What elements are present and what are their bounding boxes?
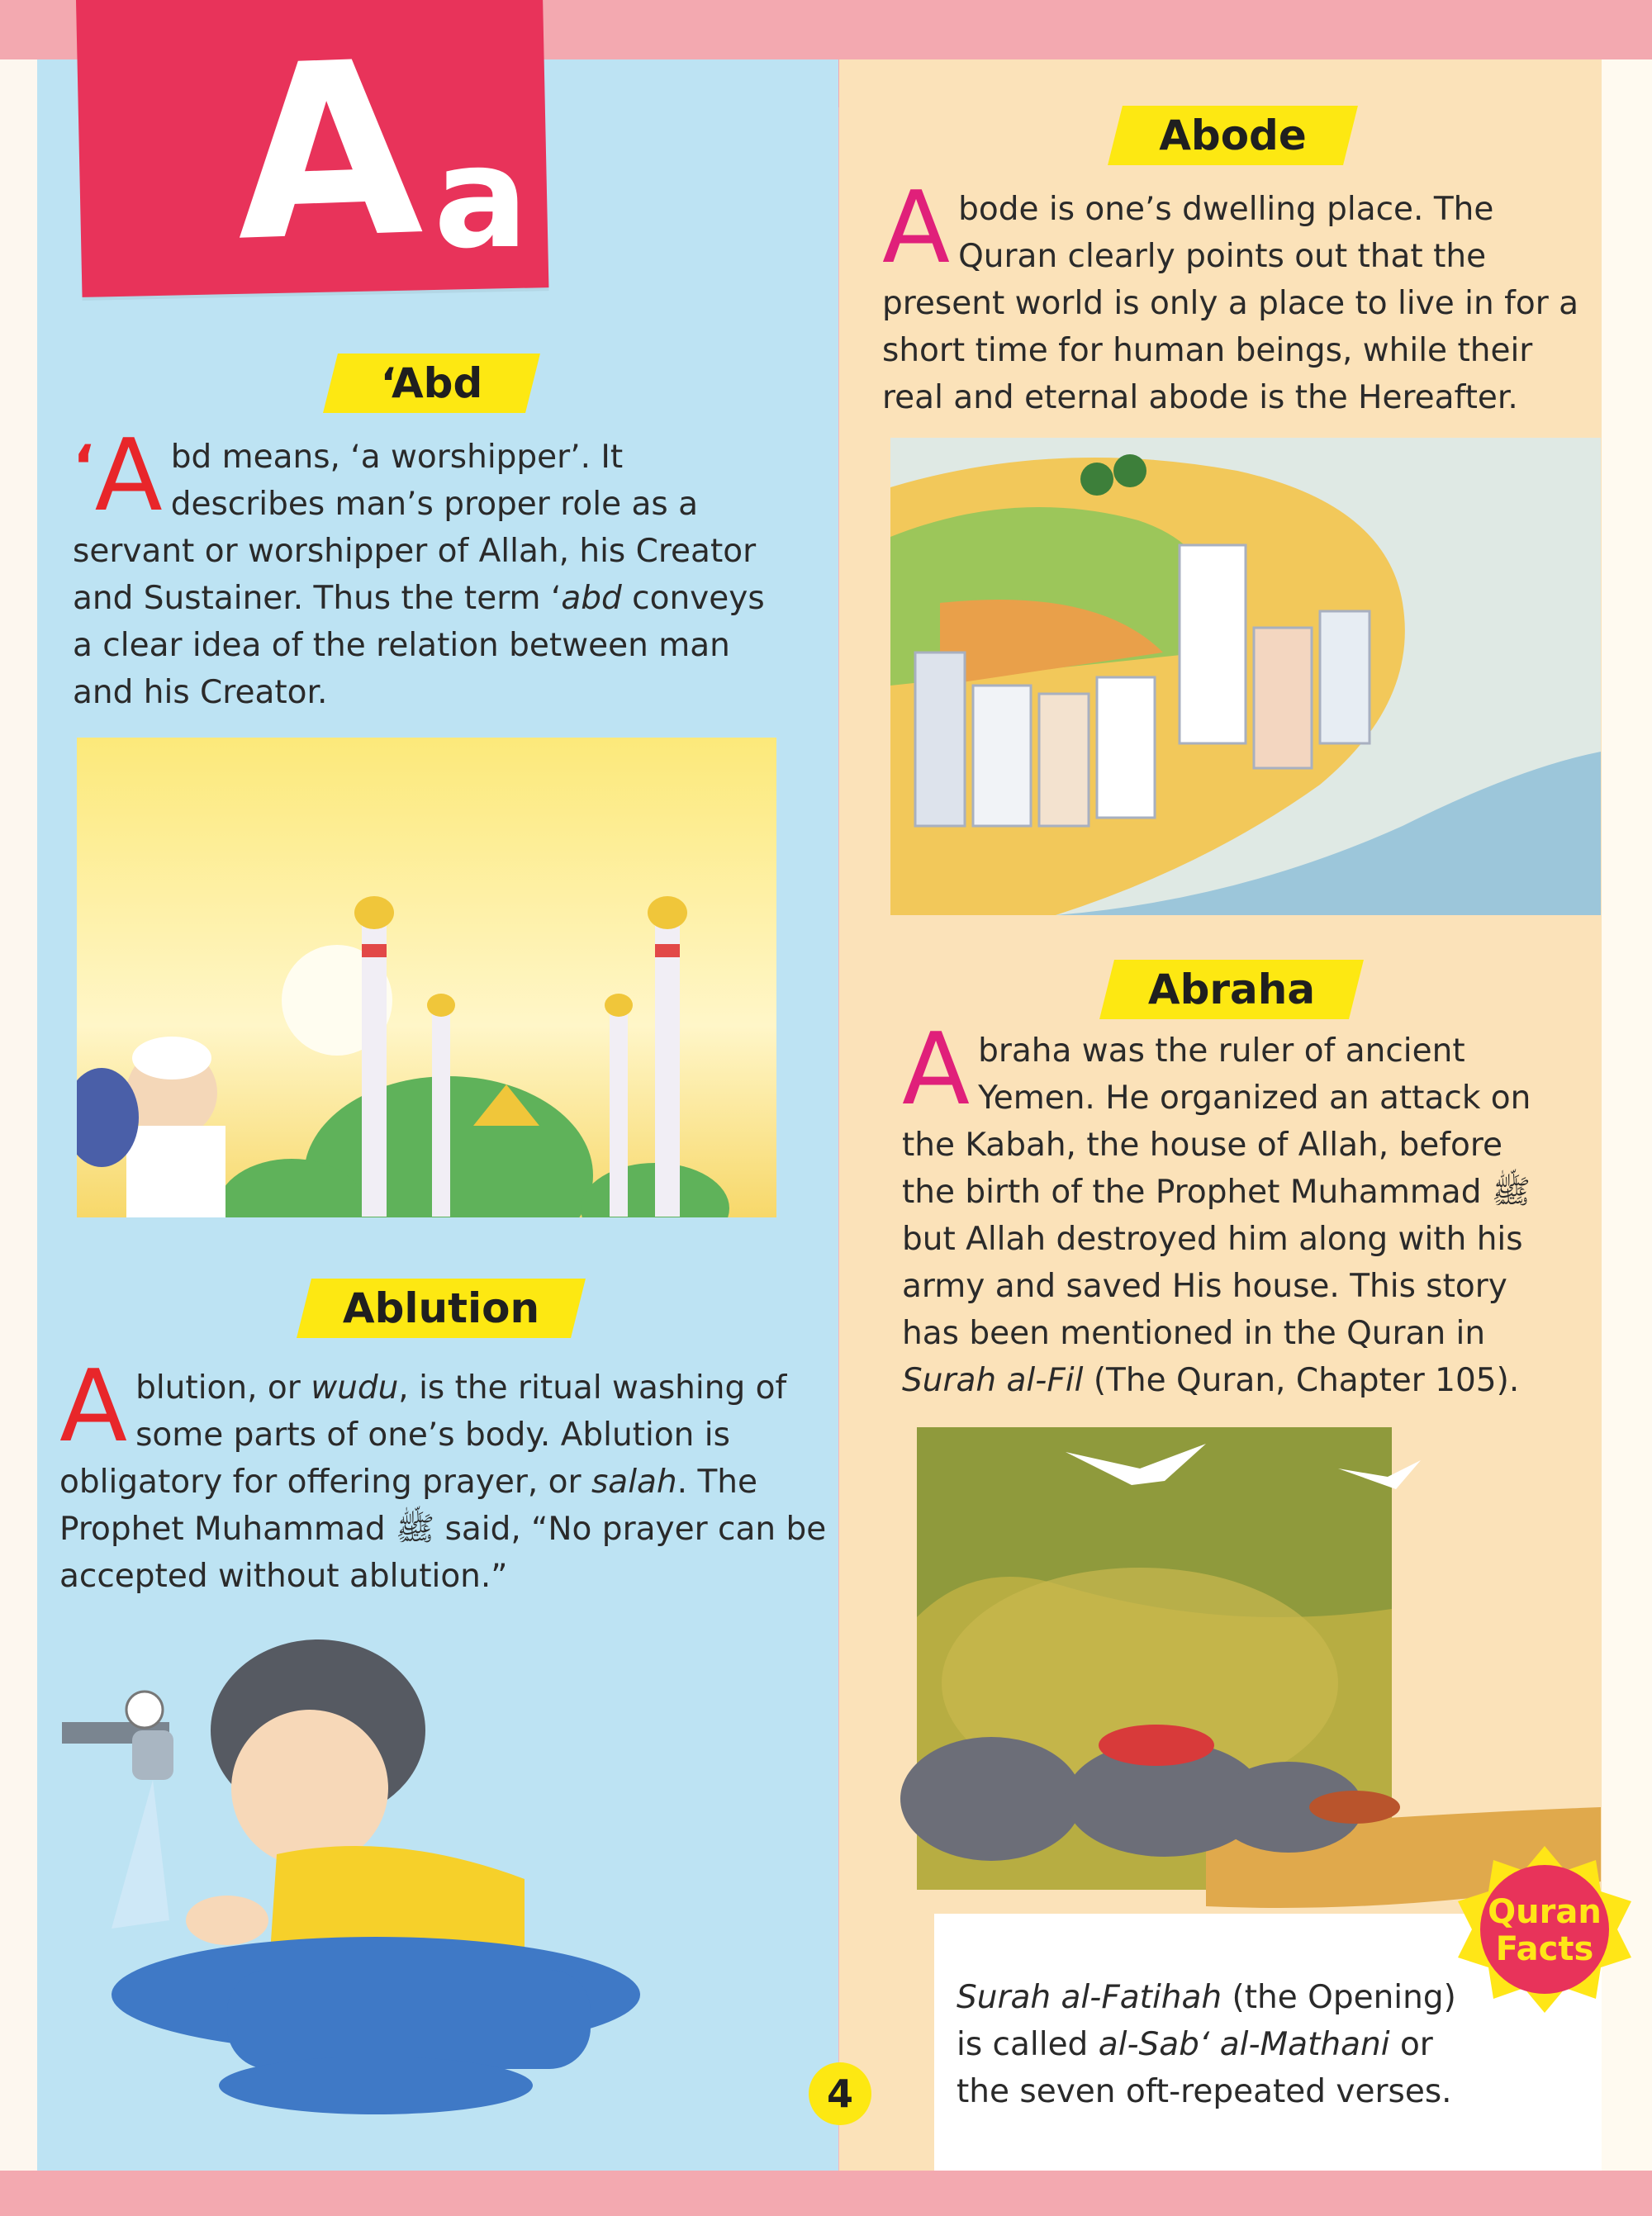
- boy-washing-illustration: [62, 1606, 640, 2119]
- abraha-em: Surah al-Fil: [902, 1362, 1084, 1399]
- facts-text-1: (the Opening) is called: [957, 1979, 1456, 2063]
- badge-line-1: Quran: [1488, 1893, 1602, 1931]
- letter-lowercase: a: [434, 116, 529, 280]
- abd-heading: ‘Abd: [380, 359, 483, 407]
- ablution-text-3: . The Prophet Muhammad ﷺ said, “No prayer can be accepted without ablution.”: [59, 1464, 827, 1595]
- city-illustration: [890, 438, 1601, 915]
- left-edge: [0, 59, 37, 2171]
- bottom-band: [0, 2171, 1652, 2216]
- abraha-heading: Abraha: [1147, 966, 1316, 1013]
- quran-facts-text: [957, 1974, 1485, 2115]
- abd-text-em: abd: [561, 580, 622, 617]
- abode-text: bode is one’s dwelling place. The Quran clearly points out that the present world is only a place to live in for a short time for human beings, while their real and eternal abode is the Hereafter.: [882, 191, 1579, 416]
- abd-quote-mark: ‘: [73, 433, 95, 501]
- abode-drop-cap: A: [882, 171, 951, 286]
- abd-paragraph: [73, 419, 783, 716]
- page-number: 4: [809, 2062, 871, 2125]
- abd-text-1: bd means, ‘a worshipper’. It describes man’s proper role as a servant or worshipper of Allah, his Creator and Sustainer. Thus the term ‘: [73, 439, 757, 617]
- badge-line-2: Facts: [1495, 1930, 1594, 1968]
- abd-drop-cap: A: [94, 419, 163, 534]
- abraha-drop-cap: A: [902, 1013, 971, 1127]
- abraha-text-2: (The Quran, Chapter 105).: [1083, 1362, 1520, 1399]
- ablution-text-1: blution, or: [135, 1369, 311, 1407]
- ablution-em-1: wudu: [311, 1369, 399, 1407]
- ablution-em-2: salah: [591, 1464, 677, 1501]
- facts-em-1: Surah al-Fatihah: [957, 1979, 1222, 2016]
- ablution-paragraph: [59, 1350, 832, 1600]
- abode-heading: Abode: [1159, 112, 1307, 159]
- letter-uppercase: A: [230, 10, 426, 295]
- ablution-heading: Ablution: [342, 1284, 540, 1332]
- abraha-paragraph: [902, 1013, 1563, 1404]
- facts-text-2: or the seven oft-repeated verses.: [957, 2026, 1452, 2110]
- abraha-text-1: braha was the ruler of ancient Yemen. He organized an attack on the Kabah, the house of Allah, before the birth of the Prophet Muhammad ﷺ but Allah destroyed him along with his army and saved His house. This story has been mentioned in the Quran in: [902, 1032, 1531, 1352]
- facts-em-2: al-Sab‘ al-Mathani: [1098, 2026, 1390, 2063]
- ablution-drop-cap: A: [59, 1350, 128, 1464]
- abd-text-2: conveys a clear idea of the relation between man and his Creator.: [73, 580, 765, 711]
- abode-paragraph: [882, 171, 1584, 421]
- ablution-text-2: , is the ritual washing of some parts of one’s body. Ablution is obligatory for offering prayer, or: [59, 1369, 787, 1501]
- quran-facts-badge: [1454, 1842, 1635, 2024]
- mosque-illustration: [77, 738, 776, 1217]
